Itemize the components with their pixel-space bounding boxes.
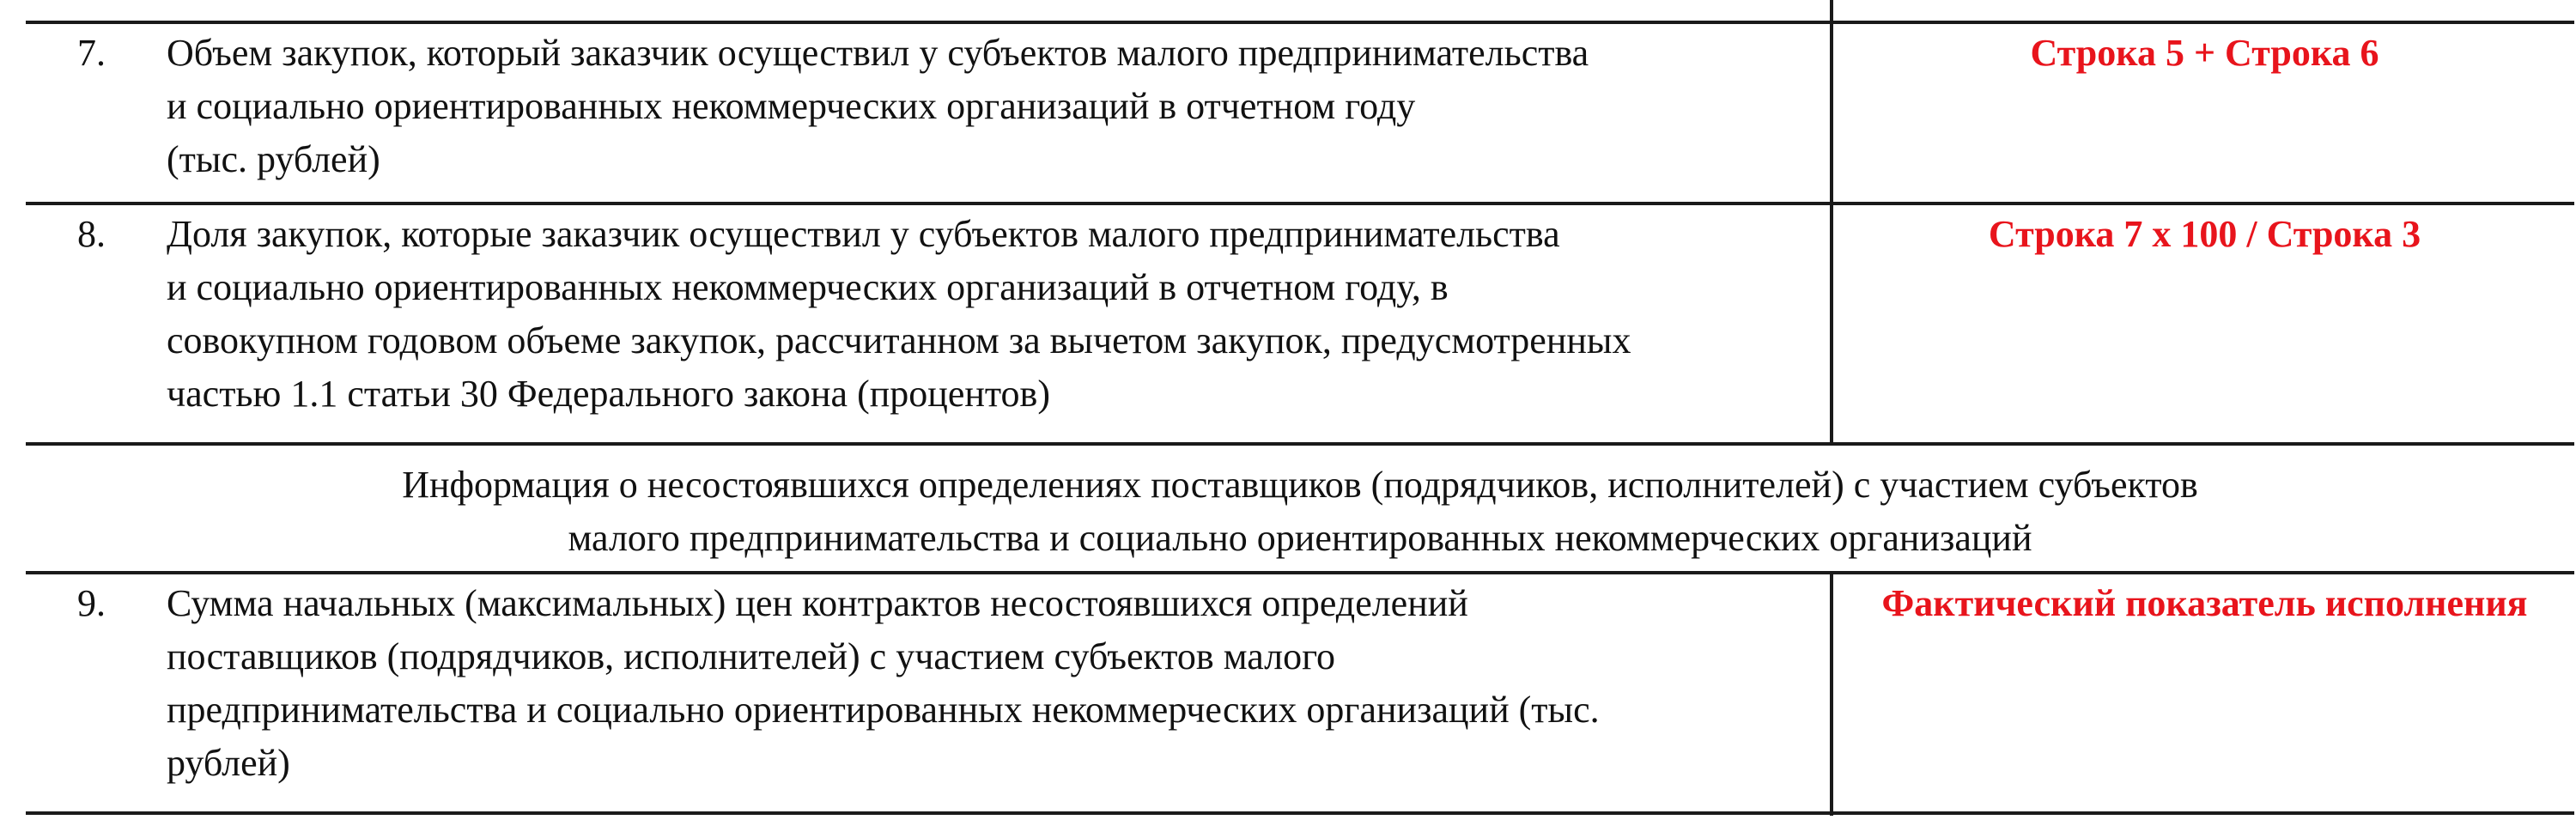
row-divider xyxy=(26,442,2574,446)
description-line: и социально ориентированных некоммерческих организаций в отчетном году xyxy=(167,85,1416,127)
section-title-line: малого предпринимательства и социально ориентированных некоммерческих организаций xyxy=(568,517,2032,559)
row-divider xyxy=(26,571,2574,574)
row-divider xyxy=(26,21,2574,24)
row-description xyxy=(167,577,1820,790)
section-title-line: Информация о несостоявшихся определениях поставщиков (подрядчиков, исполнителей) с участием субъектов xyxy=(402,464,2198,506)
row-number: 7. xyxy=(77,32,106,74)
section-title xyxy=(26,459,2574,565)
description-line: частью 1.1 статьи 30 Федерального закона (процентов) xyxy=(167,373,1050,415)
description-line: Объем закупок, который заказчик осуществил у субъектов малого предпринимательства xyxy=(167,32,1589,74)
description-line: (тыс. рублей) xyxy=(167,138,380,180)
description-line: и социально ориентированных некоммерческих организаций в отчетном году, в xyxy=(167,266,1449,308)
row-formula: Строка 5 + Строка 6 xyxy=(2030,32,2379,74)
row-description xyxy=(167,27,1820,186)
row-divider xyxy=(26,202,2574,205)
row-formula: Фактический показатель исполнения xyxy=(1881,582,2528,624)
description-line: предпринимательства и социально ориентированных некоммерческих организаций (тыс. xyxy=(167,689,1600,731)
row-formula: Строка 7 х 100 / Строка 3 xyxy=(1988,213,2421,255)
row-number: 9. xyxy=(77,582,106,624)
description-line: совокупном годовом объеме закупок, рассчитанном за вычетом закупок, предусмотренных xyxy=(167,319,1631,361)
row-description xyxy=(167,208,1820,421)
description-line: поставщиков (подрядчиков, исполнителей) с участием субъектов малого xyxy=(167,635,1336,677)
description-line: рублей) xyxy=(167,742,290,784)
description-line: Сумма начальных (максимальных) цен контрактов несостоявшихся определений xyxy=(167,582,1468,624)
description-line: Доля закупок, которые заказчик осуществил у субъектов малого предпринимательства xyxy=(167,213,1560,255)
row-number: 8. xyxy=(77,213,106,255)
row-divider xyxy=(26,811,2574,815)
